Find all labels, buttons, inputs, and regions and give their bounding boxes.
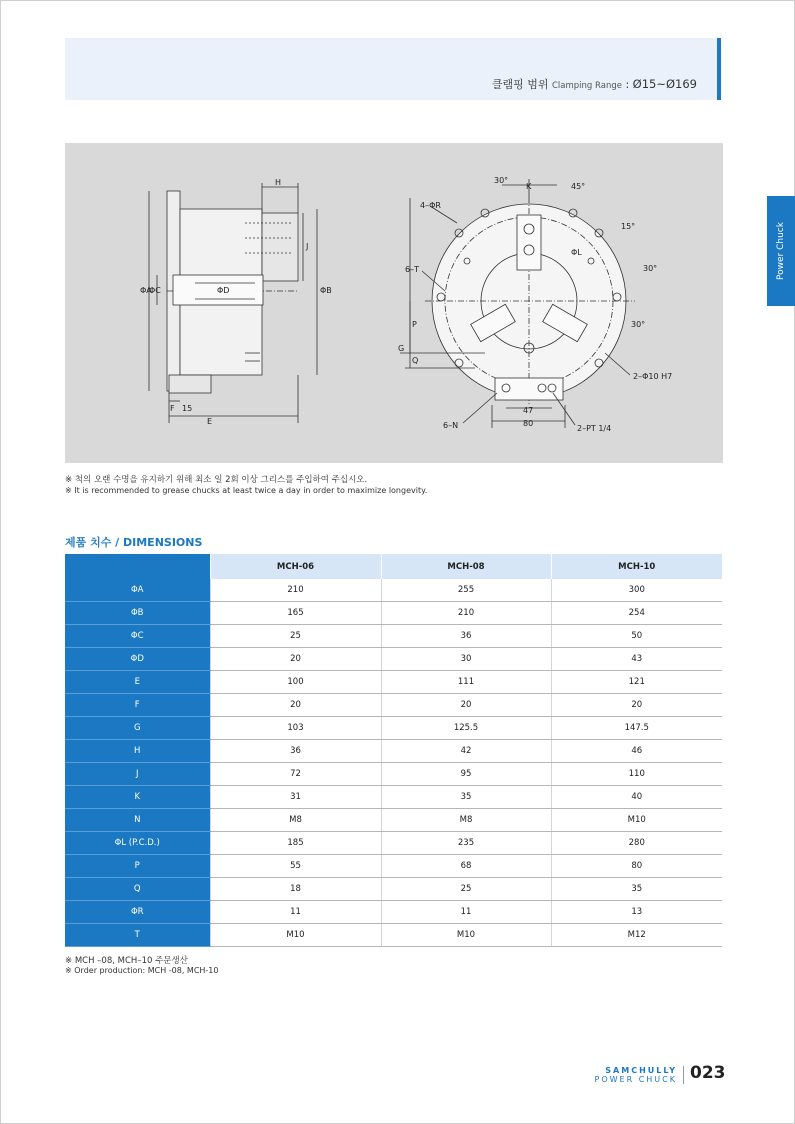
technical-drawing-svg	[65, 143, 723, 463]
dim-label-phiL: ΦL	[571, 248, 582, 257]
table-cell: 147.5	[551, 717, 722, 740]
side-tab[interactable]	[767, 196, 795, 306]
table-cell: 20	[210, 648, 381, 671]
table-cell: 100	[210, 671, 381, 694]
table-row	[65, 671, 722, 694]
table-cell: 25	[210, 625, 381, 648]
brand-line-1: SAMCHULLY	[605, 1066, 677, 1075]
dim-label-4R: 4–ΦR	[420, 201, 441, 210]
table-row	[65, 855, 722, 878]
dim-label-phiA: ΦA	[140, 286, 152, 295]
table-cell: M10	[210, 924, 381, 947]
clamping-range	[492, 76, 697, 92]
clamping-range-en: Clamping Range	[551, 81, 622, 91]
table-cell: 43	[551, 648, 722, 671]
table-row	[65, 878, 722, 901]
table-cell: 50	[551, 625, 722, 648]
table-row	[65, 901, 722, 924]
table-cell: 80	[551, 855, 722, 878]
row-header: G	[65, 717, 210, 740]
table-cell: 35	[381, 786, 551, 809]
dim-label-K: K	[526, 182, 532, 191]
table-row	[65, 832, 722, 855]
table-cell: 11	[210, 901, 381, 924]
dimensions-title: 제품 치수 / DIMENSIONS	[65, 536, 203, 549]
dim-label-H: H	[275, 178, 282, 187]
table-cell: 18	[210, 878, 381, 901]
table-cell: 185	[210, 832, 381, 855]
table-cell: M10	[381, 924, 551, 947]
angle-label-45: 45°	[571, 182, 586, 191]
grease-note-ko: ※ 척의 오랜 수명을 유지하기 위해 최소 일 2회 이상 그리스를 주입하여 주십시오.	[65, 475, 368, 485]
table-row	[65, 924, 722, 947]
table-cell: M8	[381, 809, 551, 832]
grease-note-en: ※ It is recommended to grease chucks at least twice a day in order to maximize longevity.	[65, 486, 428, 495]
dim-label-phiB: ΦB	[320, 286, 332, 295]
angle-label-30-lower: 30°	[631, 320, 646, 329]
angle-label-15: 15°	[621, 222, 636, 231]
table-row	[65, 717, 722, 740]
angle-label-30-top: 30°	[494, 176, 509, 185]
table-row	[65, 579, 722, 602]
side-view	[149, 183, 317, 423]
table-cell: 165	[210, 602, 381, 625]
table-cell: 68	[381, 855, 551, 878]
page-number: 023	[690, 1063, 726, 1083]
dim-label-P: P	[412, 320, 417, 329]
table-cell: 111	[381, 671, 551, 694]
dim-label-47: 47	[523, 406, 534, 415]
clamping-range-value: Ø15~Ø169	[632, 77, 697, 91]
table-cell: 40	[551, 786, 722, 809]
table-cell: 35	[551, 878, 722, 901]
order-note-en: ※ Order production: MCH -08, MCH-10	[65, 966, 219, 975]
table-row	[65, 602, 722, 625]
dim-label-Q: Q	[412, 356, 419, 365]
table-cell: 95	[381, 763, 551, 786]
table-cell: 20	[210, 694, 381, 717]
dim-label-E: E	[207, 417, 213, 426]
dim-label-2PT: 2–PT 1/4	[577, 424, 612, 433]
dim-label-phiD: ΦD	[217, 286, 230, 295]
row-header: ΦA	[65, 579, 210, 602]
side-tab-label: Power Chuck	[776, 222, 786, 280]
table-cell: 55	[210, 855, 381, 878]
table-cell: 72	[210, 763, 381, 786]
column-header: MCH-06	[210, 554, 381, 579]
table-cell: 42	[381, 740, 551, 763]
column-header: MCH-10	[551, 554, 722, 579]
row-header: ΦB	[65, 602, 210, 625]
dim-label-80: 80	[523, 419, 534, 428]
table-row	[65, 625, 722, 648]
table-cell: 300	[551, 579, 722, 602]
order-note-ko: ※ MCH –08, MCH–10 주문생산	[65, 956, 188, 966]
row-header: F	[65, 694, 210, 717]
table-row	[65, 809, 722, 832]
technical-drawing	[65, 143, 723, 463]
dim-label-G: G	[398, 344, 405, 353]
column-header: MCH-08	[381, 554, 551, 579]
table-cell: 13	[551, 901, 722, 924]
table-cell: 103	[210, 717, 381, 740]
table-cell: M10	[551, 809, 722, 832]
table-cell: 210	[210, 579, 381, 602]
dim-label-F: F	[170, 404, 175, 413]
row-header: ΦR	[65, 901, 210, 924]
row-header: K	[65, 786, 210, 809]
table-cell: 255	[381, 579, 551, 602]
table-cell: 125.5	[381, 717, 551, 740]
row-header: E	[65, 671, 210, 694]
table-cell: 20	[381, 694, 551, 717]
table-cell: 280	[551, 832, 722, 855]
row-header: J	[65, 763, 210, 786]
table-cell: M8	[210, 809, 381, 832]
footer-divider	[683, 1066, 684, 1084]
table-cell: 20	[551, 694, 722, 717]
row-header: H	[65, 740, 210, 763]
angle-label-30-right: 30°	[643, 264, 658, 273]
dim-label-2phi10: 2–Φ10 H7	[633, 372, 673, 381]
dim-label-phiC: ΦC	[149, 286, 161, 295]
row-header: P	[65, 855, 210, 878]
row-header: N	[65, 809, 210, 832]
brand-line-2: POWER CHUCK	[594, 1075, 677, 1084]
dim-label-6N: 6–N	[443, 421, 459, 430]
brand-logo	[587, 1066, 677, 1084]
header-band	[65, 38, 717, 100]
table-cell: 110	[551, 763, 722, 786]
dimensions-table	[65, 554, 722, 947]
table-cell: 46	[551, 740, 722, 763]
row-header: Q	[65, 878, 210, 901]
dim-label-6T: 6–T	[405, 265, 419, 274]
table-cell: 31	[210, 786, 381, 809]
clamping-range-ko: 클램핑 범위	[491, 78, 549, 91]
table-row	[65, 694, 722, 717]
table-row	[65, 763, 722, 786]
table-cell: 36	[210, 740, 381, 763]
table-cell: 36	[381, 625, 551, 648]
table-row	[65, 740, 722, 763]
header-accent-bar	[717, 38, 721, 100]
table-cell: 25	[381, 878, 551, 901]
table-cell: 11	[381, 901, 551, 924]
table-cell: M12	[551, 924, 722, 947]
row-header: ΦD	[65, 648, 210, 671]
table-cell: 235	[381, 832, 551, 855]
table-row	[65, 648, 722, 671]
row-header: ΦL (P.C.D.)	[65, 832, 210, 855]
table-cell: 254	[551, 602, 722, 625]
table-cell: 121	[551, 671, 722, 694]
table-cell: 30	[381, 648, 551, 671]
dim-label-J: J	[306, 242, 309, 251]
dim-label-15: 15	[182, 404, 193, 413]
front-view	[400, 179, 635, 428]
row-header: T	[65, 924, 210, 947]
row-header: ΦC	[65, 625, 210, 648]
table-header-row	[65, 554, 722, 579]
table-cell: 210	[381, 602, 551, 625]
table-row	[65, 786, 722, 809]
clamping-range-colon: :	[625, 78, 630, 91]
table-corner	[65, 554, 210, 579]
